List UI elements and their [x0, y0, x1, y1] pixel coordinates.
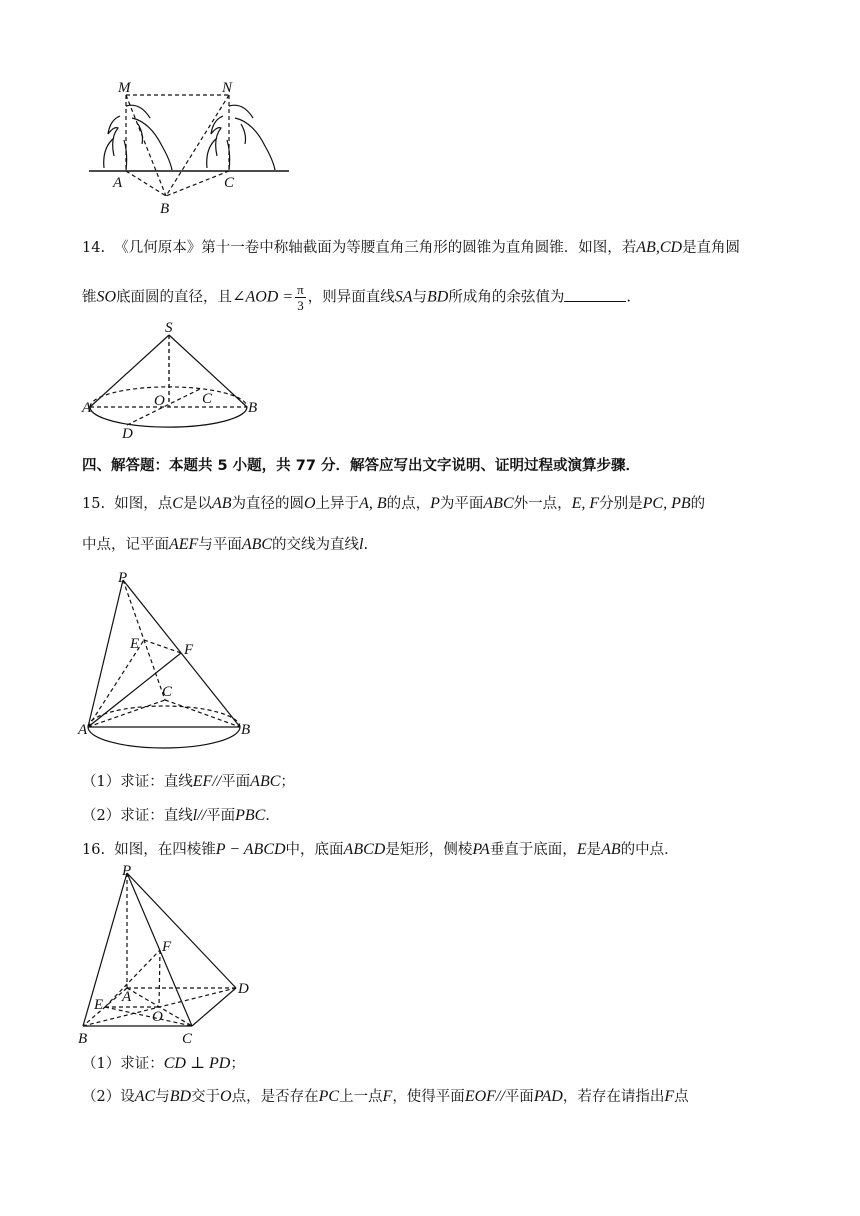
q15-part-2: [82, 806, 270, 826]
q16-math: AB: [601, 841, 621, 858]
q16-math: O: [220, 1088, 232, 1105]
q15-text: 是以: [182, 496, 212, 512]
q16-text: 是矩形，侧棱: [385, 842, 473, 858]
label-C: C: [224, 175, 235, 191]
label-C: C: [202, 391, 213, 407]
figure-q13-survey: [86, 78, 296, 218]
label-B: B: [241, 722, 251, 738]
q16-math: AC: [134, 1088, 156, 1105]
q15-part-text: .: [265, 808, 270, 824]
parallel-symbol: //: [197, 807, 207, 824]
figure-q15: [78, 568, 263, 753]
q15-part-text: ；: [280, 774, 295, 790]
q16-math: CD ⊥ PD: [163, 1055, 231, 1072]
q14-text: 是直角圆: [682, 240, 741, 256]
q14-line-2: [82, 282, 631, 313]
q15-math: ABC: [483, 495, 514, 512]
parallel-symbol: //: [212, 773, 222, 790]
q16-math: F: [382, 1088, 393, 1105]
figure-q15-svg: [78, 568, 263, 753]
label-D: D: [122, 426, 133, 442]
q16-text: 是: [586, 842, 602, 858]
label-M: M: [118, 80, 131, 96]
label-A: A: [122, 989, 132, 1005]
q14-text: ，则异面直线: [307, 289, 395, 306]
answer-blank: [564, 287, 626, 302]
q16-part-text: 与: [155, 1089, 170, 1105]
q14-text: 所成角的余弦值为: [448, 289, 565, 306]
q16-part-1: [82, 1054, 245, 1074]
parallel-symbol: //: [495, 1088, 505, 1105]
q16-math: E: [576, 841, 587, 858]
q14-text: 与: [412, 289, 428, 306]
q14-text: .: [626, 289, 631, 306]
q14-number: 14.: [82, 240, 106, 256]
label-C: C: [182, 1031, 193, 1047]
q16-math: F: [664, 1088, 675, 1105]
q15-math: AB: [211, 495, 232, 512]
q15-text: 与平面: [198, 537, 242, 553]
q15-math: PC, PB: [642, 495, 691, 512]
q15-math: ABC: [250, 773, 281, 790]
label-C: C: [162, 684, 173, 700]
q15-math: P: [430, 495, 440, 512]
q14-text: 底面圆的直径，且: [116, 289, 233, 306]
q15-text: 的交线为直线: [272, 537, 360, 553]
q15-part-text: 平面: [206, 808, 236, 824]
q15-text: 如图，点: [114, 496, 173, 512]
label-B: B: [78, 1031, 88, 1047]
q15-text: 的点，: [386, 496, 431, 512]
q15-math: PBC: [235, 807, 266, 824]
q16-math: PA: [472, 841, 490, 858]
q16-part-text: （1）求证：: [82, 1056, 164, 1072]
q14-text: 锥: [82, 289, 97, 306]
q15-text: 中点，记平面: [82, 537, 169, 553]
q15-text: 分别是: [599, 496, 643, 512]
q16-part-text: 交于: [191, 1089, 221, 1105]
q15-text: 的: [690, 496, 706, 512]
q16-text: 垂直于底面，: [489, 842, 577, 858]
q15-number: 15.: [82, 496, 106, 512]
q15-math: E, F: [571, 495, 600, 512]
q14-line-1: [82, 238, 740, 258]
q16-part-text: ，使得平面: [392, 1089, 465, 1105]
fraction-pi-over-3: [295, 282, 306, 313]
q14-math: BD: [427, 288, 449, 306]
label-A: A: [78, 722, 88, 738]
figure-q16-pyramid: [78, 863, 258, 1048]
q16-text: 中，底面: [285, 842, 344, 858]
q15-part-text: （2）求证：直线: [82, 808, 193, 824]
label-F: F: [184, 642, 194, 658]
figure-q14-svg: [82, 318, 262, 442]
label-S: S: [165, 320, 173, 336]
q15-math: O: [304, 495, 316, 512]
q15-math: A, B: [359, 495, 387, 512]
q16-line-1: [82, 840, 679, 860]
q14-math: AB,CD: [636, 239, 683, 256]
q15-text: 外一点，: [513, 496, 572, 512]
q15-math: l: [359, 536, 364, 553]
q15-line-2: [82, 535, 368, 555]
fraction-denominator: 3: [297, 298, 304, 313]
label-E: E: [130, 636, 140, 652]
q16-part-text: ；: [230, 1056, 245, 1072]
q16-number: 16.: [82, 842, 106, 858]
q15-text: .: [363, 537, 369, 553]
label-P: P: [118, 570, 128, 586]
section-heading: 四、解答题：本题共 5 小题，共 77 分．解答应写出文字说明、证明过程或演算步骤．: [82, 458, 640, 474]
q16-part-text: 点: [674, 1089, 689, 1105]
figure-q14-cone: [82, 318, 262, 442]
label-D: D: [238, 981, 249, 997]
q15-part-text: 平面: [221, 774, 251, 790]
q15-line-1: [82, 494, 705, 514]
figure-q13-svg: [86, 78, 296, 218]
q16-math: PAD: [533, 1088, 563, 1105]
q14-math: ∠AOD =: [232, 288, 294, 306]
q16-part-text: 点，是否存在: [231, 1089, 319, 1105]
q16-part-text: 上一点: [339, 1089, 383, 1105]
q15-part-1: [82, 772, 295, 792]
fraction-numerator: π: [297, 282, 304, 297]
label-B: B: [248, 400, 258, 416]
q16-text: 的中点．: [620, 842, 679, 858]
q14-math: SA: [394, 288, 413, 306]
q16-math: BD: [169, 1088, 192, 1105]
q16-part-2: [82, 1087, 689, 1107]
q16-part-text: （2）设: [82, 1089, 135, 1105]
label-B: B: [160, 201, 170, 217]
q15-text: 为直径的圆: [231, 496, 304, 512]
label-O: O: [154, 393, 165, 409]
q15-math: C: [172, 495, 183, 512]
q15-text: 上异于: [315, 496, 360, 512]
q16-math: ABCD: [343, 841, 386, 858]
q16-math: P − ABCD: [215, 841, 286, 858]
q15-part-text: （1）求证：直线: [82, 774, 193, 790]
q14-text: 《几何原本》第十一卷中称轴截面为等腰直角三角形的圆锥为直角圆锥．如图，若: [114, 240, 637, 256]
label-N: N: [222, 80, 233, 96]
q15-math: ABC: [241, 536, 273, 553]
label-E: E: [94, 997, 104, 1013]
q15-math: AEF: [169, 536, 199, 553]
label-P: P: [122, 863, 132, 879]
label-A: A: [113, 175, 123, 191]
q15-math: l: [192, 807, 198, 824]
q16-math: EOF: [464, 1088, 496, 1105]
label-O: O: [152, 1009, 163, 1025]
q14-math: SO: [96, 288, 117, 306]
q16-part-text: ，若存在请指出: [562, 1089, 665, 1105]
label-F: F: [162, 939, 172, 955]
q16-math: PC: [318, 1088, 340, 1105]
q15-math: EF: [192, 773, 213, 790]
figure-q16-svg: [78, 863, 258, 1048]
q16-text: 如图，在四棱锥: [114, 842, 216, 858]
label-A: A: [82, 400, 92, 416]
q16-part-text: 平面: [504, 1089, 534, 1105]
q15-text: 为平面: [439, 496, 484, 512]
